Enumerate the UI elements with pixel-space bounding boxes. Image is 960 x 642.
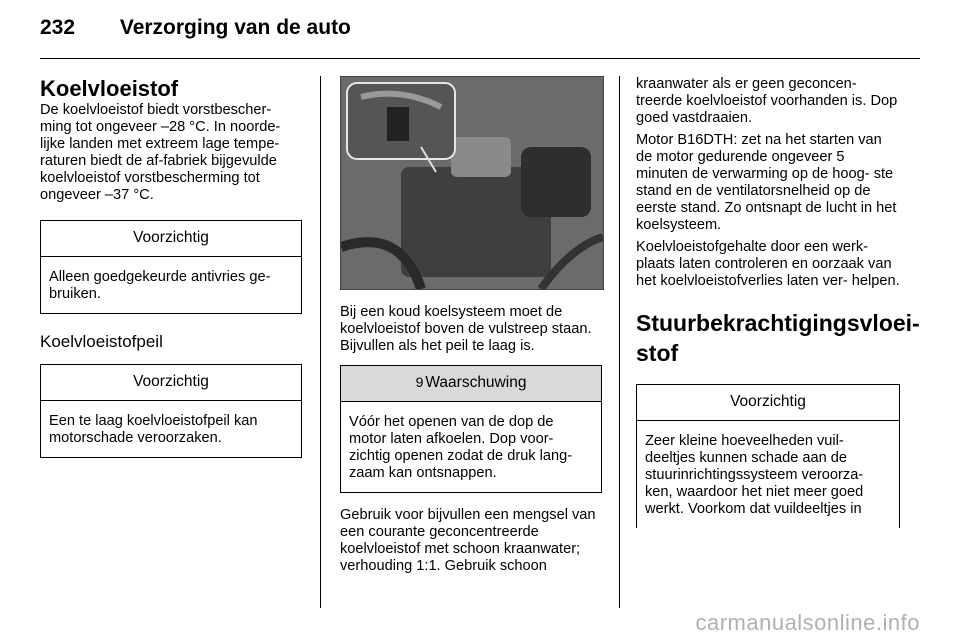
column-divider-2 bbox=[619, 76, 620, 608]
coolant-level-text: Bij een koud koelsysteem moet de koelvloeistof boven de vulstreep staan. Bijvullen als het peil te laag is. bbox=[340, 304, 592, 354]
page-header bbox=[40, 16, 351, 40]
column-divider-1 bbox=[320, 76, 321, 608]
caution-text: Alleen goedgekeurde antivries ge- bruiken. bbox=[49, 269, 271, 302]
caution-text: Een te laag koelvloeistofpeil kan motorschade veroorzaken. bbox=[49, 413, 258, 446]
header-rule bbox=[40, 58, 920, 59]
caution-box-level bbox=[40, 364, 302, 458]
engine-bay-photo bbox=[340, 76, 604, 290]
column-3 bbox=[636, 76, 920, 528]
warning-box bbox=[340, 365, 602, 493]
caution-title: Voorzichtig bbox=[637, 385, 899, 421]
caution-title: Voorzichtig bbox=[41, 365, 301, 401]
section-heading-power-steering: Stuurbekrachtigingsvloei- stof bbox=[636, 310, 920, 366]
engine-bay-illustration bbox=[341, 77, 603, 289]
warning-title: Waarschuwing bbox=[425, 374, 527, 391]
engine-b16dth-text: Motor B16DTH: zet na het starten van de motor gedurende ongeveer 5 minuten de verwarming op de hoog- ste stand en de ventilatorsnelheid op de eerste stand. Zo ontsnapt de lucht in het koelsysteem. bbox=[636, 132, 897, 233]
page-number: 232 bbox=[40, 16, 76, 39]
warning-title-bar bbox=[341, 366, 601, 402]
caution-box-antifreeze bbox=[40, 220, 302, 314]
caution-title: Voorzichtig bbox=[41, 221, 301, 257]
warning-icon: 9 bbox=[415, 374, 424, 390]
caution-text: Zeer kleine hoeveelheden vuil- deeltjes kunnen schade aan de stuurinrichtingssysteem veroorza- ken, waardoor het niet meer goed werkt. Voorkom dat vuildeeltjes in bbox=[645, 433, 864, 517]
caution-box-steering bbox=[636, 384, 900, 528]
coolant-continue-text: kraanwater als er geen geconcen- treerde koelvloeistof voorhanden is. Dop goed vastdraaien. bbox=[636, 76, 898, 126]
watermark: carmanualsonline.info bbox=[695, 610, 920, 635]
coolant-mix-text: Gebruik voor bijvullen een mengsel van een courante geconcentreerde koelvloeistof met schoon kraanwater; verhouding 1:1. Gebruik schoon bbox=[340, 507, 596, 574]
page-title: Verzorging van de auto bbox=[119, 16, 351, 39]
coolant-intro: De koelvloeistof biedt vorstbescher- ming tot ongeveer –28 °C. In noorde- lijke landen met extreem lage tempe- raturen biedt de af-fabriek bijgevulde koelvloeistof vorstbescherming tot ongeveer –37 °C. bbox=[40, 102, 281, 203]
column-1 bbox=[40, 76, 302, 458]
section-heading-coolant: Koelvloeistof bbox=[40, 76, 179, 101]
column-2 bbox=[340, 76, 602, 580]
subheading-coolant-level: Koelvloeistofpeil bbox=[40, 332, 163, 351]
workshop-check-text: Koelvloeistofgehalte door een werk- plaats laten controleren en oorzaak van het koelvloeistofverlies laten ver- helpen. bbox=[636, 239, 900, 289]
warning-text: Vóór het openen van de dop de motor laten afkoelen. Dop voor- zichtig openen zodat de druk lang- zaam kan ontsnappen. bbox=[349, 414, 573, 481]
